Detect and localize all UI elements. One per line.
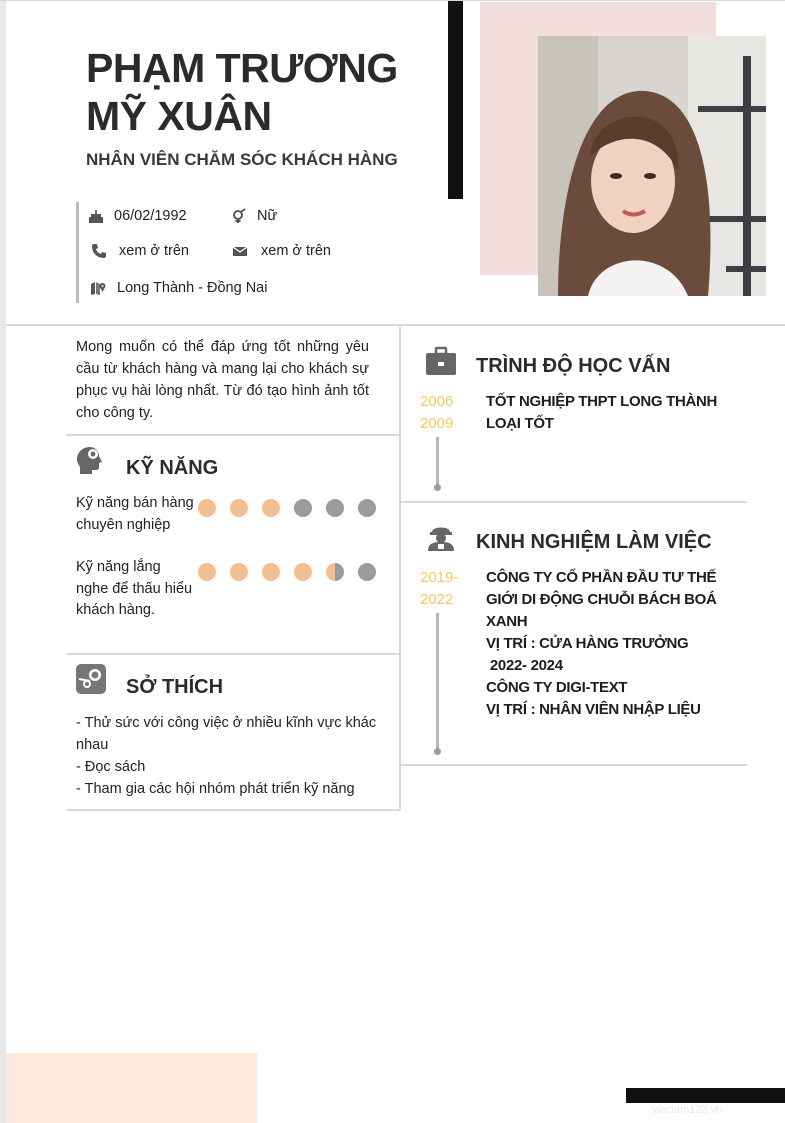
header-divider <box>6 324 785 326</box>
career-objective: Mong muốn có thể đáp ứng tốt những yêu cầu từ khách hàng và mang lại cho khách sự phục vụ hài lòng nhất. Từ đó tạo hình ảnh tốt cho công ty. <box>76 339 369 421</box>
skill-rating-dot <box>230 563 248 581</box>
hobby-item: - Đọc sách <box>76 759 146 775</box>
watermark: vieclam123.vn <box>652 1104 723 1116</box>
page-left-edge <box>0 0 6 1123</box>
hobbies-title: SỞ THÍCH <box>126 676 224 698</box>
phone-icon <box>91 243 107 259</box>
experience-year-start: 2019- <box>420 569 459 586</box>
skill-rating-dot <box>262 499 280 517</box>
steam-icon <box>76 664 106 694</box>
experience-position-1: VỊ TRÍ : CỬA HÀNG TRƯỞNG <box>486 635 689 652</box>
worker-icon <box>426 522 456 552</box>
experience-details <box>486 567 736 721</box>
experience-year-end: 2022 <box>420 591 454 608</box>
gender-icon <box>231 208 247 224</box>
skill-rating-dot <box>326 499 344 517</box>
education-title: TRÌNH ĐỘ HỌC VẤN <box>476 355 671 377</box>
skill-2-rating <box>198 563 376 581</box>
education-timeline-line <box>436 437 439 487</box>
candidate-name: PHẠM TRƯƠNG MỸ XUÂN <box>86 45 398 139</box>
job-title: NHÂN VIÊN CHĂM SÓC KHÁCH HÀNG <box>86 150 398 169</box>
birthday-row <box>88 208 187 224</box>
birthday-value: 06/02/1992 <box>114 208 187 224</box>
column-divider <box>399 326 401 811</box>
skill-rating-dot <box>358 563 376 581</box>
skill-rating-dot <box>358 499 376 517</box>
map-icon <box>90 280 106 296</box>
page-top-edge <box>0 0 785 1</box>
experience-period-2: 2022- 2024 <box>486 657 563 674</box>
education-description: TỐT NGHIỆP THPT LONG THÀNH LOẠI TỐT <box>486 393 718 432</box>
education-year-start: 2006 <box>420 393 454 410</box>
hobbies-list <box>76 712 386 800</box>
skill-rating-dot <box>294 499 312 517</box>
contact-accent-bar <box>76 202 79 303</box>
gender-row <box>231 208 277 224</box>
skills-title: KỸ NĂNG <box>126 457 219 479</box>
skills-divider <box>66 653 399 655</box>
email-value: xem ở trên <box>261 243 331 259</box>
skill-rating-dot <box>262 563 280 581</box>
address-value: Long Thành - Đồng Nai <box>117 280 268 296</box>
skill-head-icon <box>76 445 106 475</box>
black-decor-bottom-bar <box>626 1088 785 1103</box>
phone-value: xem ở trên <box>119 243 189 259</box>
skill-rating-dot <box>198 499 216 517</box>
black-decor-bar <box>448 1 463 199</box>
skill-rating-dot <box>294 563 312 581</box>
skill-1-label: Kỹ năng bán hàng chuyên nghiệp <box>76 495 194 533</box>
experience-timeline-line <box>436 613 439 749</box>
experience-position-2: VỊ TRÍ : NHÂN VIÊN NHẬP LIỆU <box>486 701 701 718</box>
peach-decor-block <box>6 1053 257 1123</box>
gender-value: Nữ <box>257 208 278 224</box>
education-timeline-dot <box>434 484 441 491</box>
education-year-end: 2009 <box>420 415 454 432</box>
skill-1-rating <box>198 499 376 517</box>
experience-timeline-dot <box>434 748 441 755</box>
phone-row <box>91 243 189 259</box>
skill-rating-dot <box>198 563 216 581</box>
profile-photo <box>538 36 766 296</box>
objective-divider <box>66 434 399 436</box>
cake-icon <box>88 208 104 224</box>
experience-divider <box>401 764 747 766</box>
briefcase-icon <box>426 346 456 376</box>
experience-title: KINH NGHIỆM LÀM VIỆC <box>476 531 712 553</box>
education-divider <box>401 501 747 503</box>
mail-icon <box>232 243 248 259</box>
skill-rating-dot <box>326 563 344 581</box>
email-row <box>232 243 331 259</box>
experience-company-2: CÔNG TY DIGI-TEXT <box>486 679 628 696</box>
hobbies-divider <box>66 809 400 811</box>
experience-company-1: CÔNG TY CỔ PHẦN ĐẦU TƯ THẾ GIỚI DI ĐỘNG CHUỖI BÁCH BOÁ XANH <box>486 569 717 630</box>
skill-2-label: Kỹ năng lắng nghe để thấu hiểu khách hàng. <box>76 559 193 618</box>
hobby-item: - Tham gia các hội nhóm phát triển kỹ năng <box>76 781 355 797</box>
skill-rating-dot <box>230 499 248 517</box>
address-row <box>90 280 267 296</box>
hobby-item: - Thử sức với công việc ở nhiều kĩnh vực khác nhau <box>76 715 377 753</box>
